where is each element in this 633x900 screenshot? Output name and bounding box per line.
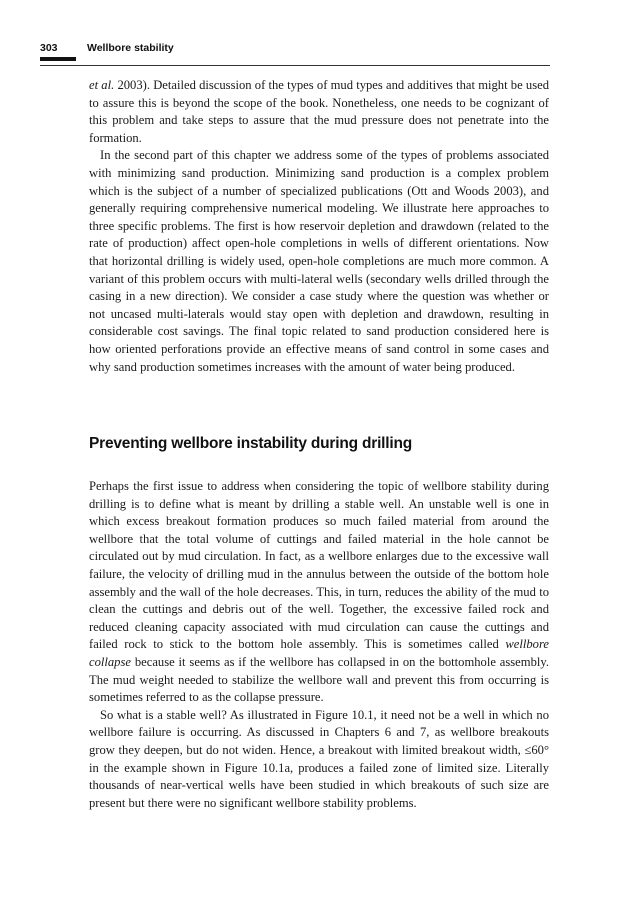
fourth-paragraph-text-b: in the example shown in Figure 10.1a, produces a failed zone of limited size. Literally thousands of near-vertical wells have been studied in which breakouts of such size are present but there were no significant wellbore stability problems. <box>89 760 549 810</box>
wellbore-collapse-term: wellbore collapse <box>89 637 549 669</box>
running-head <box>40 41 550 55</box>
intro-paragraph-text: 2003). Detailed discussion of the types of mud types and additives that might be used to assure this is beyond the scope of the book. Nonetheless, one needs to be cognizant of this problem and take steps to assure that the mud pressure does not penetrate into the formation. <box>89 78 549 145</box>
intro-paragraph <box>89 77 549 147</box>
breakout-width-symbol: ≤60° <box>524 742 549 757</box>
body-text-block-1 <box>89 77 549 376</box>
running-section-title: Wellbore stability <box>87 42 174 54</box>
header-rule-thin <box>40 65 550 66</box>
third-paragraph <box>89 478 549 707</box>
third-paragraph-text-b: because it seems as if the wellbore has collapsed in on the bottomhole assembly. The mud weight needed to stabilize the wellbore wall and prevent this from occurring is sometimes referred to as the collapse pressure. <box>89 654 549 705</box>
section-heading: Preventing wellbore instability during drilling <box>89 435 413 452</box>
fourth-paragraph-text-a: So what is a stable well? As illustrated in Figure 10.1, it need not be a well in which no wellbore failure is occurring. As discussed in Chapters 6 and 7, as wellbore breakouts grow they deepen, but do not widen. Hence, a breakout with limited breakout width, <box>89 707 549 757</box>
page-number: 303 <box>40 42 58 54</box>
body-text-block-2 <box>89 478 549 812</box>
header-rule-thick <box>40 57 76 61</box>
intro-italic-lead: et al. <box>89 78 115 92</box>
second-paragraph: In the second part of this chapter we address some of the types of problems associated with minimizing sand production. Minimizing sand production is a complex problem which is the subject of a number of specialized publications (Ott and Woods 2003), and generally requiring comprehensive numerical modeling. We illustrate here approaches to three specific problems. The first is how reservoir depletion and drawdown (related to the rate of production) affect open-hole completions in wells of different orientations. Now that horizontal drilling is widely used, open-hole completions are much more common. A variant of this problem occurs with multi-lateral wells (secondary wells drilled through the casing in a new direction). We consider a case study where the question was whether or not uncased multi-laterals would stay open with depletion and drawdown, resulting in considerable cost savings. The final topic related to sand production considered here is how oriented perforations provide an effective means of sand control in some cases and why sand production sometimes increases with the amount of water being produced. <box>89 148 549 374</box>
third-paragraph-text-a: Perhaps the first issue to address when considering the topic of wellbore stability during drilling is to define what is meant by drilling a stable well. An unstable well is one in which excess breakout formation produces so much failed material from around the wellbore that the total volume of cuttings and failed material in the hole cannot be circulated out by mud circulation. In fact, as a wellbore enlarges due to the excessive wall failure, the velocity of drilling mud in the annulus between the outside of the bottom hole assembly and the wall of the hole decreases. This, in turn, reduces the ability of the mud to clean the cuttings and debris out of the well. Together, the excessive failed rock and reduced cleaning capacity associated with mud circulation can cause the cuttings and failed rock to stick to the bottom hole assembly. This is sometimes called <box>89 479 549 652</box>
fourth-paragraph <box>89 707 549 813</box>
